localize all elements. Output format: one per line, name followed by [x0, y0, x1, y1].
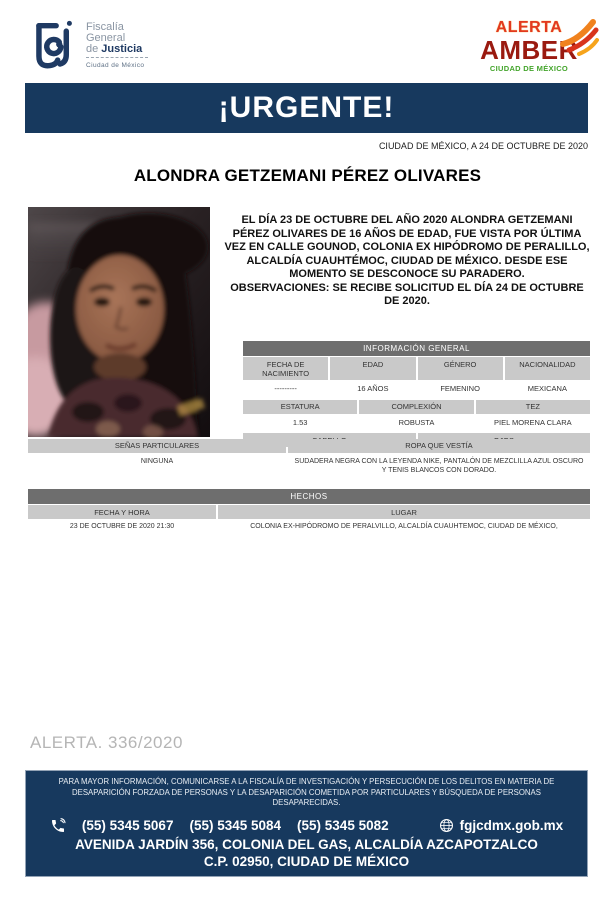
amber-line1: ALERTA [495, 19, 563, 36]
website-group [439, 818, 564, 833]
fgj-logo [28, 18, 148, 74]
phone-number-2: (55) 5345 5084 [189, 818, 282, 833]
label-estatura: ESTATURA [243, 400, 357, 414]
label-edad: EDAD [330, 357, 415, 380]
alert-number: ALERTA. 336/2020 [30, 733, 183, 752]
description-text: EL DÍA 23 DE OCTUBRE DEL AÑO 2020 ALONDRA GETZEMANI PÉREZ OLIVARES DE 16 AÑOS DE EDAD, FUE VISTA POR ÚLTIMA VEZ EN CALLE GOUNOD, COLONIA EX HIPÓDROMO DE PERALILLO, ALCALDÍA CUAUHTÉMOC, CIUDAD DE MÉXICO. DESDE ESE MOMENTO SE DESCONOCE SU PARADERO. [224, 214, 590, 280]
fgj-logo-text [86, 18, 148, 71]
address-line2: C.P. 02950, CIUDAD DE MÉXICO [203, 853, 410, 869]
globe-icon [439, 818, 454, 833]
label-fecha-hora: FECHA Y HORA [28, 505, 216, 519]
value-estatura: 1.53 [243, 414, 357, 432]
hechos-section [28, 489, 590, 535]
person-name: ALONDRA GETZEMANI PÉREZ OLIVARES [133, 166, 482, 185]
footer-contact-row [26, 818, 587, 834]
footer-address [26, 836, 587, 870]
date-line: CIUDAD DE MÉXICO, A 24 DE OCTUBRE DE 2020 [378, 141, 588, 151]
fgj-divider [86, 57, 148, 58]
observations-text: OBSERVACIONES: SE RECIBE SOLICITUD EL DÍA 24 DE OCTUBRE DE 2020. [230, 281, 584, 307]
phone-number-3: (55) 5345 5082 [297, 818, 389, 833]
description-block [224, 214, 590, 309]
label-fecha-nacimiento: FECHA DE NACIMIENTO [243, 357, 328, 380]
footer [25, 770, 588, 877]
value-complexion: ROBUSTA [359, 414, 473, 432]
phone-number-1: (55) 5345 5067 [81, 818, 174, 833]
urgent-banner: ¡URGENTE! [25, 83, 588, 133]
fgj-subtitle: Ciudad de México [86, 62, 145, 69]
info-general-title: INFORMACIÓN GENERAL [243, 341, 590, 356]
value-ropa: SUDADERA NEGRA CON LA LEYENDA NIKE, PANTALÓN DE MEZCLILLA AZUL OSCURO Y TENIS BLANCOS CON DORADO. [288, 453, 590, 479]
value-lugar: COLONIA EX-HIPÓDROMO DE PERALVILLO, ALCALDÍA CUAUHTEMOC, CIUDAD DE MÉXICO, [218, 519, 590, 535]
value-senas-particulares: NINGUNA [28, 453, 286, 479]
value-tez: PIEL MORENA CLARA [476, 414, 590, 432]
value-nacionalidad: MEXICANA [505, 380, 590, 398]
fgj-line2: General [86, 32, 126, 44]
alerta-amber-logo [469, 20, 589, 73]
label-complexion: COMPLEXIÓN [359, 400, 473, 414]
label-ropa: ROPA QUE VESTÍA [288, 439, 590, 453]
fgj-line3: de Justicia [86, 43, 143, 55]
label-genero: GÉNERO [418, 357, 503, 380]
value-fecha-nacimiento: --------- [243, 380, 328, 398]
label-nacionalidad: NACIONALIDAD [505, 357, 590, 380]
hechos-title: HECHOS [28, 489, 590, 504]
footer-info-text: PARA MAYOR INFORMACIÓN, COMUNICARSE A LA FISCALÍA DE INVESTIGACIÓN Y PERSECUCIÓN DE LOS DELITOS EN MATERIA DE DESAPARICIÓN FORZADA DE PERSONAS Y LA DESAPARICIÓN COMETIDA POR PARTICULARES Y BÚSQUEDA DE PERSONAS DESAPARECIDAS. [58, 777, 555, 807]
amber-line2: AMBER [480, 35, 578, 65]
value-fecha-hora: 23 DE OCTUBRE DE 2020 21:30 [28, 519, 216, 535]
amber-line3: CIUDAD DE MÉXICO [489, 64, 569, 73]
fgj-emblem-icon [28, 18, 78, 74]
value-genero: FEMENINO [418, 380, 503, 398]
amber-swoosh-icon [559, 14, 599, 56]
label-tez: TEZ [476, 400, 590, 414]
label-lugar: LUGAR [218, 505, 590, 519]
website-url: fgjcdmx.gob.mx [459, 818, 564, 833]
address-line1: AVENIDA JARDÍN 356, COLONIA DEL GAS, ALCALDÍA AZCAPOTZALCO [75, 836, 538, 852]
value-edad: 16 AÑOS [330, 380, 415, 398]
missing-person-photo [28, 207, 210, 437]
label-senas-particulares: SEÑAS PARTICULARES [28, 439, 286, 453]
senas-section [28, 437, 590, 479]
phone-icon [50, 818, 66, 834]
fgj-line1: Fiscalía [86, 21, 124, 33]
